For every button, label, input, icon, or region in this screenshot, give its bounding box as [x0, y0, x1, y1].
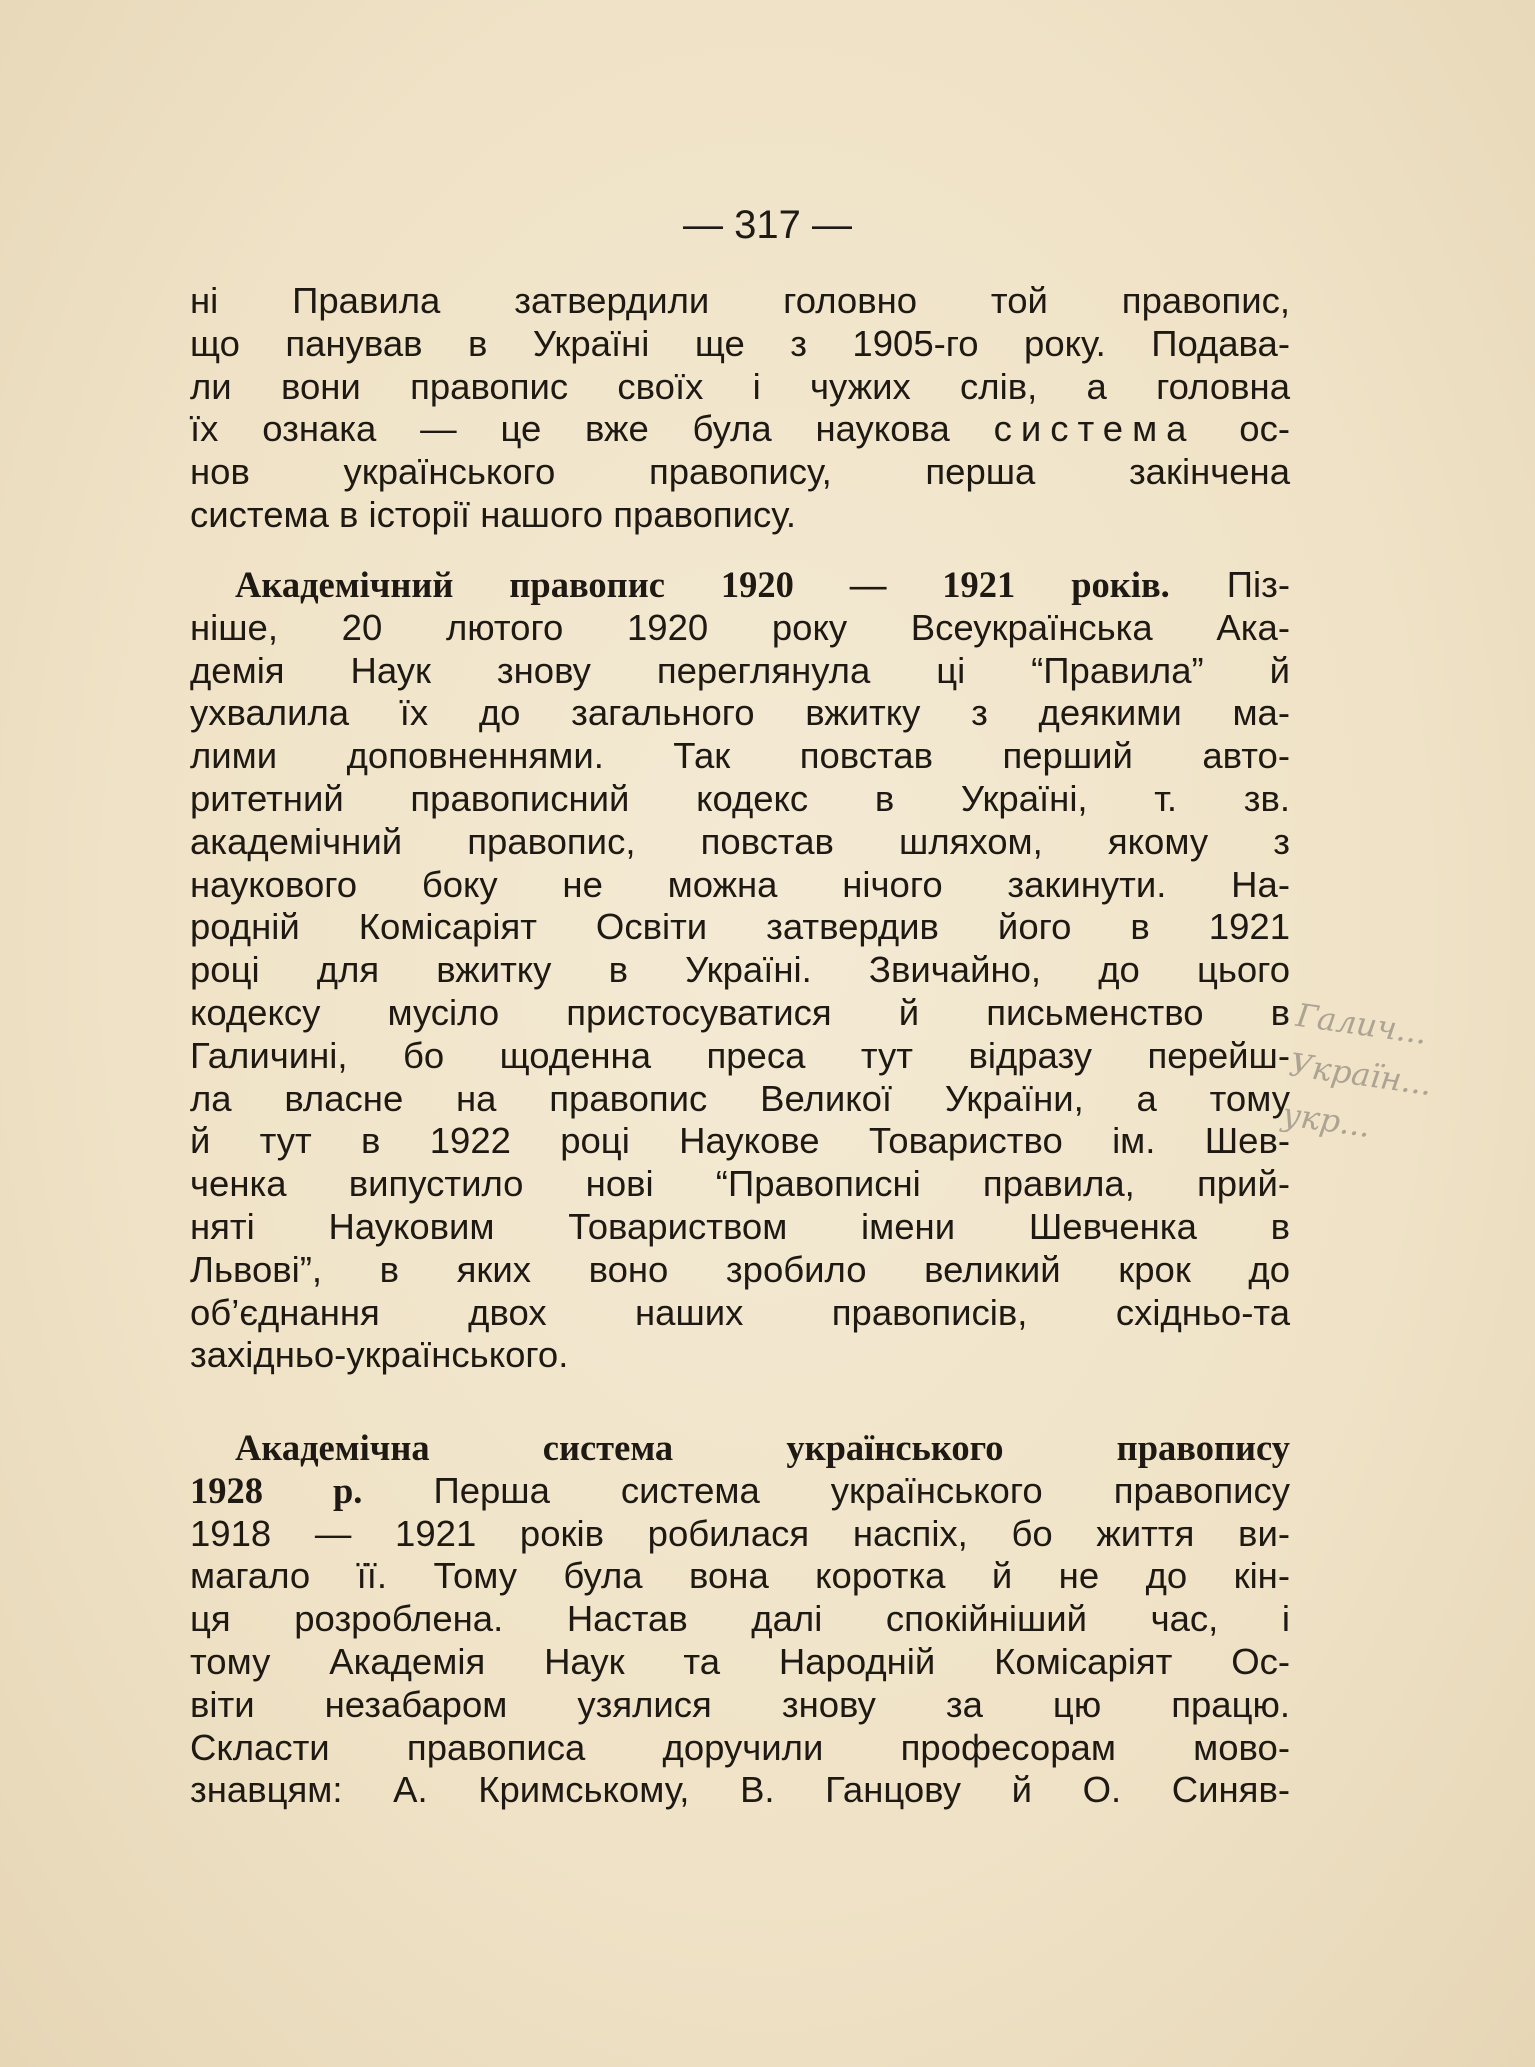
paragraph-3 — [190, 1427, 1290, 1812]
page-number: — 317 — — [683, 203, 852, 247]
text-line: ли вони правопис своїх і чужих слів, а головна — [190, 365, 1290, 407]
text-line: кодексу мусіло пристосуватися й письменство в — [190, 991, 1290, 1033]
text-line: 1918 — 1921 років робилася наспіх, бо життя ви- — [190, 1512, 1290, 1554]
margin-note-line: Галич... — [1293, 995, 1430, 1052]
text-line: Галичині, бо щоденна преса тут відразу перейш- — [190, 1034, 1290, 1076]
text-line: ла власне на правопис Великої України, а тому — [190, 1077, 1290, 1119]
text-line: система в історії нашого правопису. — [190, 493, 796, 535]
text-line — [190, 1470, 1290, 1513]
text-line: ця розроблена. Настав далі спокійніший час, і — [190, 1598, 1290, 1640]
text-line: ні Правила затвердили головно той правопис, — [190, 280, 1290, 321]
text-line: Скласти правописа доручили професорам мово- — [190, 1726, 1290, 1768]
text-line: віти незабаром узялися знову за цю працю. — [190, 1683, 1290, 1725]
text-line: наукового боку не можна нічого закинути. На- — [190, 863, 1290, 905]
emphasized-word: система — [993, 408, 1196, 450]
text-line — [190, 564, 1290, 607]
text-line: ченка випустило нові “Правописні правила, прий- — [190, 1163, 1290, 1205]
text-line: об’єднання двох наших правописів, східньо-та — [190, 1291, 1290, 1333]
section-heading: Академічний правопис 1920 — 1921 років. — [235, 564, 1170, 605]
text-line: західньо-українського. — [190, 1334, 569, 1376]
text-line: родній Комісаріят Освіти затвердив його в 1921 — [190, 906, 1290, 948]
text-line: демія Наук знову переглянула ці “Правила” й — [190, 649, 1290, 691]
text-fragment: ос- — [1195, 408, 1290, 450]
section-heading: Академічна система українського правопису — [235, 1427, 1290, 1468]
text-line: ухвалила їх до загального вжитку з деякими ма- — [190, 692, 1290, 734]
text-line: ніше, 20 лютого 1920 року Всеукраїнська Ака- — [190, 606, 1290, 648]
text-line: няті Науковим Товариством імени Шевченка в — [190, 1205, 1290, 1247]
text-line: нов українського правопису, перша закінчена — [190, 451, 1290, 493]
text-line — [190, 408, 1290, 451]
text-line: магало її. Тому була вона коротка й не до кін- — [190, 1555, 1290, 1597]
text-line: лими доповненнями. Так повстав перший авто- — [190, 735, 1290, 777]
text-line: академічний правопис, повстав шляхом, якому з — [190, 820, 1290, 862]
paragraph-2 — [190, 564, 1290, 1377]
paragraph-1 — [190, 280, 1290, 537]
text-fragment: Перша система українського правопису — [362, 1469, 1290, 1511]
text-fragment: Піз- — [1169, 564, 1290, 605]
handwritten-margin-note — [1279, 990, 1528, 1171]
text-fragment: їх ознака — це вже була наукова — [190, 408, 994, 450]
text-line — [190, 1427, 1290, 1470]
margin-note-line: укр... — [1279, 1094, 1374, 1145]
text-line: що панував в Україні ще з 1905-го року. Подава- — [190, 322, 1290, 364]
text-line: Львові”, в яких воно зробило великий крок до — [190, 1248, 1290, 1290]
text-line: знавцям: А. Кримському, В. Ганцову й О. Синяв- — [190, 1769, 1290, 1811]
section-heading: 1928 р. — [190, 1469, 363, 1511]
text-line: й тут в 1922 році Наукове Товариство ім. Шев- — [190, 1120, 1290, 1162]
text-line: ритетний правописний кодекс в Україні, т. зв. — [190, 777, 1290, 819]
text-line: році для вжитку в Україні. Звичайно, до цього — [190, 949, 1290, 991]
text-line: тому Академія Наук та Народній Комісаріят Ос- — [190, 1640, 1290, 1682]
margin-note-line: Україн... — [1286, 1045, 1435, 1104]
